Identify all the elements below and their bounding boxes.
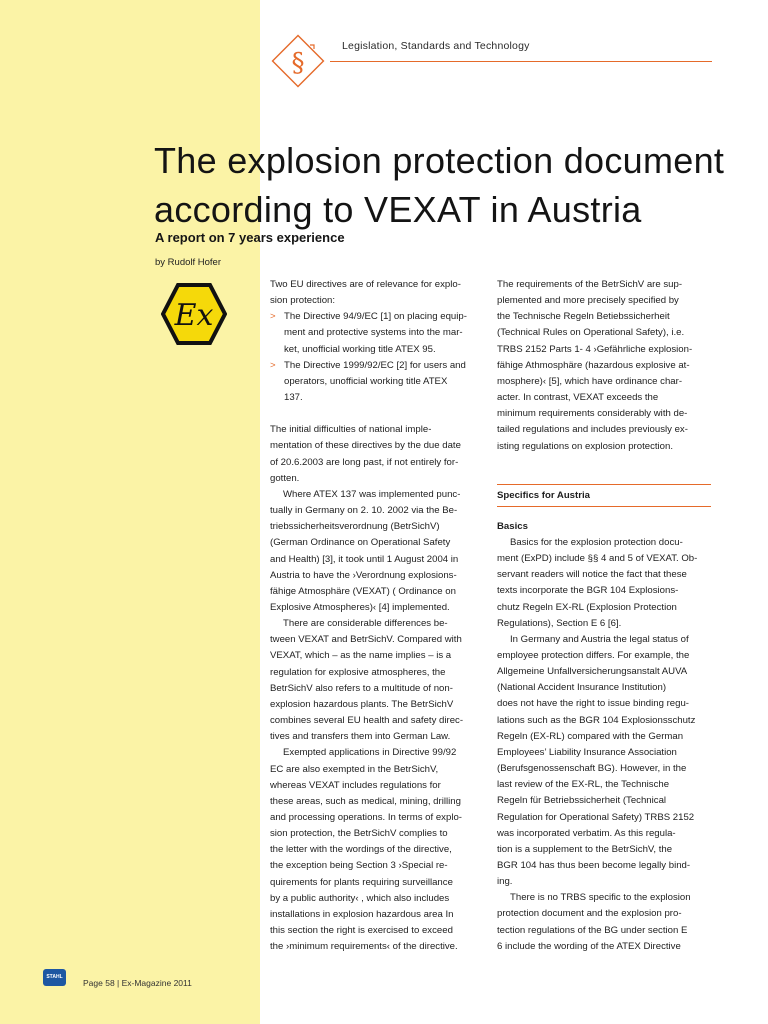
text-line: sion protection: [270, 295, 336, 307]
article-subtitle: A report on 7 years experience [155, 230, 345, 245]
bullet-item [270, 358, 481, 406]
text-line: fähige Atmosphäre (VEXAT) ( Ordinance on [270, 585, 456, 597]
text-line: Austria to have the ›Verordnung explosions- [270, 569, 457, 581]
text-line: does not have the right to issue binding regu- [497, 698, 690, 710]
section-paragraph-icon [270, 33, 326, 89]
text-line: the letter with the wordings of the directive, [270, 844, 452, 856]
text-line: tween VEXAT and BetrSichV. Compared with [270, 634, 462, 646]
text-line: Regeln für Betriebssicherheit (Technical [497, 795, 667, 807]
text-line: lations such as the BGR 104 Explosionsschutz [497, 714, 696, 726]
article-title: The explosion protection document according to VEXAT in Austria [154, 140, 725, 231]
text-line: combines several EU health and safety direc- [270, 715, 464, 727]
text-line: was incorporated verbatim. As this regula- [497, 827, 676, 839]
section-header: Legislation, Standards and Technology [342, 40, 530, 52]
text-line: operators, unofficial working title ATEX [284, 375, 448, 387]
text-line: employee protection differs. For example, the [497, 649, 690, 661]
text-line: mosphere)‹ [5], which have ordinance char- [497, 375, 683, 387]
text-line: plemented and more precisely specified by [497, 295, 679, 307]
text-line: gotten. [270, 472, 300, 484]
text-line: (Technical Rules on Operational Safety), i.e. [497, 327, 685, 339]
text-line: minimum requirements considerably with de- [497, 408, 688, 420]
text-line: BGR 104 has thus been become legally bind- [497, 860, 691, 871]
text-line: chutz Regeln EX-RL (Explosion Protection [497, 601, 677, 613]
text-line: The Directive 94/9/EC [1] on placing equip- [284, 311, 467, 323]
text-line: sion protection, the BetrSichV complies to [270, 828, 448, 840]
bullet-item [270, 309, 481, 357]
text-line: tailed regulations and includes previously ex- [497, 424, 688, 436]
text-line: Regulations), Section E 6 [6]. [497, 617, 622, 629]
text-line: ket, unofficial working title ATEX 95. [284, 343, 436, 355]
text-line: Basics for the explosion protection docu- [510, 536, 683, 548]
text-line: regulation for explosive atmospheres, the [270, 666, 446, 678]
text-line: servant readers will notice the fact that these [497, 569, 687, 581]
text-line: isting regulations on explosion protection. [497, 440, 673, 452]
text-line: EC are also exempted in the BetrSichV, [270, 763, 439, 775]
text-line: quirements for plants requiring surveillance [270, 876, 453, 888]
text-line: BetrSichV also refers to a multitude of non- [270, 682, 453, 694]
text-line: Two EU directives are of relevance for explo- [270, 279, 461, 290]
text-line: acter. In contrast, VEXAT exceeds the [497, 392, 659, 404]
text-line: tection regulations of the BG under section E [497, 924, 688, 936]
text-line: last review of the EX-RL, the Technische [497, 779, 670, 791]
text-line: Exempted applications in Directive 99/92 [283, 747, 457, 759]
text-line: Allgemeine Unfallversicherungsanstalt AUVA [497, 666, 688, 678]
text-line: (German Ordinance on Operational Safety [270, 537, 451, 549]
ex-hexagon-logo [161, 283, 227, 345]
text-line: the exception being Section 3 ›Special re- [270, 860, 448, 872]
text-line: (Berufsgenossenschaft BG). However, in the [497, 763, 687, 775]
text-line: triebssicherheitsverordnung (BetrSichV) [270, 521, 440, 533]
text-line: whereas VEXAT includes regulations for [270, 779, 441, 791]
text-line: tion is a supplement to the BetrSichV, the [497, 843, 673, 855]
text-line: Regulation for Operational Safety) TRBS 2152 [497, 811, 695, 823]
text-line: mentation of these directives by the due date [270, 440, 461, 452]
header-rule [330, 61, 712, 62]
text-line: the Technische Regeln Betiebssicherheit [497, 311, 670, 323]
text-line: protection document and the explosion pro- [497, 908, 682, 920]
text-line: installations in explosion hazardous area In [270, 908, 454, 920]
text-line: There is no TRBS specific to the explosion [510, 892, 691, 904]
stahl-logo-icon [43, 969, 66, 986]
text-line: VEXAT, which – as the name implies – is a [270, 650, 452, 662]
text-line: fähige Athmosphäre (hazardous explosive at- [497, 359, 690, 371]
text-line: the ›minimum requirements‹ of the directive. [270, 941, 458, 953]
text-line: The Directive 1999/92/EC [2] for users and [284, 359, 466, 371]
bullet-arrow-icon: > [270, 359, 276, 371]
text-line: The initial difficulties of national imple- [270, 424, 432, 436]
text-line: tives and transfers them into German Law. [270, 731, 451, 743]
text-line: ing. [497, 876, 513, 888]
text-line: (National Accident Insurance Institution) [497, 682, 667, 694]
text-line: and Health) [3], it took until 1 August 2004 in [270, 553, 459, 565]
text-line: Where ATEX 137 was implemented punc- [283, 488, 461, 500]
text-column-1 [270, 277, 481, 955]
text-column-2 [497, 277, 711, 955]
stahl-logo-label: STAHL [46, 974, 63, 980]
text-line: In Germany and Austria the legal status of [510, 633, 689, 645]
text-line: by a public authority‹ , which also includes [270, 892, 450, 904]
text-line: Regeln (EX-RL) compared with the German [497, 730, 684, 742]
section-heading: Specifics for Austria [497, 489, 590, 501]
text-line: Employees’ Liability Insurance Association [497, 746, 677, 758]
svg-text:§: § [291, 48, 305, 78]
text-line: tually in Germany on 2. 10. 2002 via the Be- [270, 505, 458, 517]
byline: by Rudolf Hofer [155, 257, 222, 268]
bullet-arrow-icon: > [270, 311, 276, 323]
text-line: this section the right is exercised to exceed [270, 925, 453, 937]
text-line: ment and protective systems into the mar- [284, 327, 463, 339]
text-line: explosion hazardous plants. The BetrSichV [270, 698, 454, 710]
sub-heading: Basics [497, 520, 528, 532]
text-line: texts incorporate the BGR 104 Explosions- [497, 585, 679, 597]
text-line: of 20.6.2003 are long past, if not entirely for- [270, 456, 459, 468]
text-line: ment (ExPD) include §§ 4 and 5 of VEXAT. Ob- [497, 553, 698, 565]
text-line: 137. [284, 392, 303, 404]
text-line: Explosive Atmospheres)‹ [4] implemented. [270, 601, 450, 613]
svg-text:Ex: Ex [174, 298, 214, 333]
page-footer: Page 58 | Ex-Magazine 2011 [83, 978, 192, 988]
text-line: There are considerable differences be- [283, 618, 448, 630]
text-line: The requirements of the BetrSichV are sup- [497, 279, 683, 290]
text-line: 6 include the wording of the ATEX Directive [497, 940, 681, 952]
text-line: these areas, such as medical, mining, drilling [270, 795, 461, 807]
text-line: TRBS 2152 Parts 1- 4 ›Gefährliche explosion- [497, 343, 693, 355]
text-line: and processing operations. In terms of explo- [270, 812, 462, 823]
